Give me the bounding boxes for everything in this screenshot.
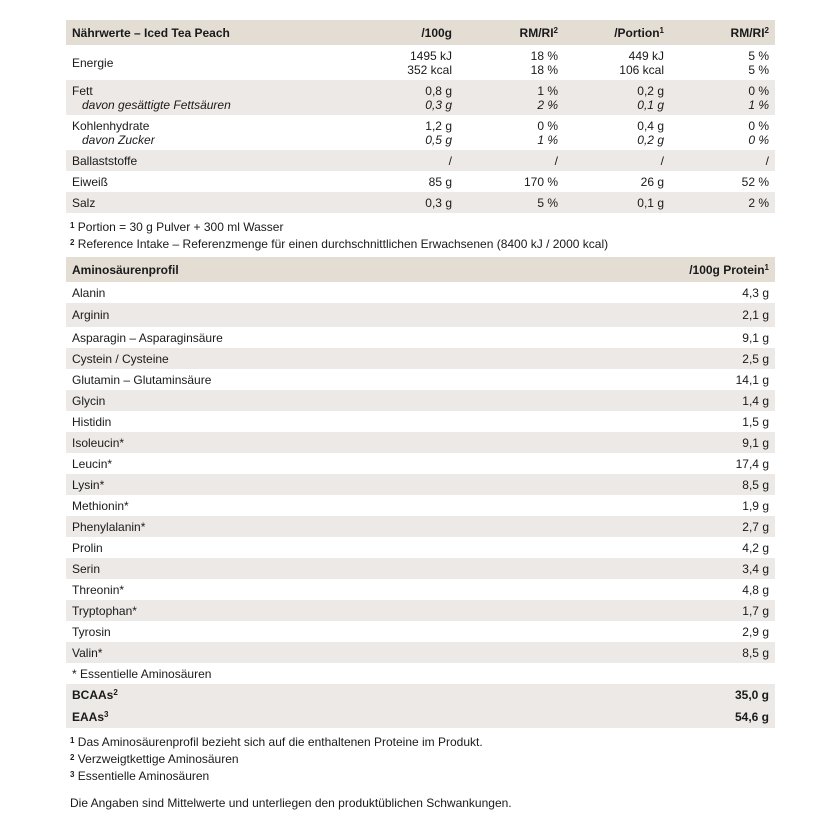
amino-name: Threonin* <box>72 582 125 597</box>
footnote-eaa: $^3$ Essentielle Aminosäuren <box>70 769 210 783</box>
nutrition-header-row <box>66 20 775 45</box>
footnote-portion: $^1$ Portion = 30 g Pulver + 300 ml Wasser <box>70 220 284 234</box>
amino-value: 2,1 g <box>566 303 775 327</box>
row-salz: Salz 0,3 g 5 % 0,1 g 2 % <box>66 192 775 213</box>
label-ballaststoffe: Ballaststoffe <box>66 150 342 171</box>
col-ri-100g: $RM/RI^2$ <box>458 20 564 45</box>
amino-name: Valin* <box>66 642 566 663</box>
disclaimer: Die Angaben sind Mittelwerte und unterliegen den produktüblichen Schwankungen. <box>70 796 512 810</box>
amino-name: Cystein / Cysteine <box>66 348 566 369</box>
footnote-bcaa: $^2$ Verzweigtkettige Aminosäuren <box>70 752 239 766</box>
amino-row <box>66 495 775 516</box>
amino-title: Aminosäurenprofil <box>66 257 566 282</box>
amino-row <box>66 558 775 579</box>
label-salz: Salz <box>66 192 342 213</box>
label-bcaa: BCAAs$^2$ <box>66 684 566 706</box>
col-ri-portion: $RM/RI^2$ <box>670 20 775 45</box>
row-energie: Energie 1495 kJ 352 kcal 18 % 18 % 449 kJ 106 kcal 5 % 5 % <box>66 45 775 80</box>
amino-value: 2,5 g <box>566 348 775 369</box>
amino-value: 3,4 g <box>566 558 775 579</box>
amino-value: 8,5 g <box>566 642 775 663</box>
amino-name: Arginin <box>66 303 566 327</box>
amino-row <box>66 516 775 537</box>
col-per-100g: /100g <box>342 20 458 45</box>
amino-value: 4,2 g <box>742 540 769 555</box>
nutrition-footnotes <box>66 219 775 253</box>
amino-header-row <box>66 257 775 282</box>
amino-name: Methionin* <box>72 498 129 513</box>
footnote-amino-profile: $^1$ Das Aminosäurenprofil bezieht sich auf die enthaltenen Proteine im Produkt. <box>70 735 483 749</box>
amino-value: 9,1 g <box>566 432 775 453</box>
amino-value: 2,7 g <box>566 516 775 537</box>
amino-name: Glutamin – Glutaminsäure <box>72 372 212 387</box>
row-bcaa <box>66 684 775 706</box>
nutrition-table <box>66 20 775 213</box>
row-ballaststoffe: Ballaststoffe / / / / <box>66 150 775 171</box>
amino-unit: /100g Protein$^1$ <box>566 257 775 282</box>
amino-name: Prolin <box>72 540 103 555</box>
amino-row <box>66 642 775 663</box>
amino-row <box>66 537 775 558</box>
amino-value: 14,1 g <box>735 372 769 387</box>
amino-name: Alanin <box>72 285 106 300</box>
amino-value: 1,4 g <box>566 390 775 411</box>
amino-value: 8,5 g <box>566 474 775 495</box>
essential-note-row <box>66 663 775 684</box>
amino-name: Leucin* <box>72 456 113 471</box>
amino-name: Lysin* <box>66 474 566 495</box>
nutrition-title: Nährwerte – Iced Tea Peach <box>66 20 342 45</box>
amino-value: 1,9 g <box>742 498 769 513</box>
amino-value: 4,8 g <box>742 582 769 597</box>
amino-row <box>66 411 775 432</box>
footnote-reference-intake: $^2$ Reference Intake – Referenzmenge für einen durchschnittlichen Erwachsenen (8400 kJ / 2000 kcal) <box>70 237 609 251</box>
label-eaa: EAAs$^3$ <box>66 706 566 728</box>
row-fett: Fett davon gesättigte Fettsäuren 0,8 g 0,3 g 1 % 2 % 0,2 g 0,1 g 0 % 1 % <box>66 80 775 115</box>
amino-name: Phenylalanin* <box>66 516 566 537</box>
document <box>66 20 775 812</box>
amino-value: 1,5 g <box>742 414 769 429</box>
amino-name: Glycin <box>66 390 566 411</box>
amino-value: 1,7 g <box>566 600 775 621</box>
amino-row <box>66 369 775 390</box>
amino-row <box>66 327 775 348</box>
row-eaa <box>66 706 775 728</box>
amino-row <box>66 348 775 369</box>
row-kohlenhydrate: Kohlenhydrate davon Zucker 1,2 g 0,5 g 0 % 1 % 0,4 g 0,2 g 0 % 0 % <box>72 118 769 147</box>
label-eiweiss: Eiweiß <box>72 174 109 189</box>
amino-name: Serin <box>66 558 566 579</box>
amino-row <box>66 453 775 474</box>
essential-note: * Essentielle Aminosäuren <box>72 666 212 681</box>
value-eaa: 54,6 g <box>566 706 775 728</box>
amino-row <box>66 432 775 453</box>
amino-name: Tyrosin <box>72 624 111 639</box>
amino-value: 2,9 g <box>742 624 769 639</box>
label-energie: Energie <box>72 55 114 70</box>
label-fett-sub: davon gesättigte Fettsäuren <box>82 97 231 112</box>
amino-footnotes <box>66 734 775 785</box>
amino-name: Asparagin – Asparaginsäure <box>72 330 223 345</box>
amino-name: Tryptophan* <box>66 600 566 621</box>
row-eiweiss: Eiweiß 85 g 170 % 26 g 52 % <box>66 171 775 192</box>
amino-value: 9,1 g <box>742 330 769 345</box>
col-per-portion: /Portion$^1$ <box>564 20 670 45</box>
label-zucker: davon Zucker <box>82 132 155 147</box>
amino-row <box>66 579 775 600</box>
amino-row <box>66 390 775 411</box>
label-kohlenhydrate: Kohlenhydrate <box>72 118 150 133</box>
amino-name: Histidin <box>72 414 112 429</box>
amino-row <box>66 282 775 303</box>
amino-row <box>66 303 775 327</box>
energie-kj: 1495 kJ <box>409 48 452 63</box>
energie-kcal: 352 kcal <box>407 62 452 77</box>
amino-table <box>66 257 775 728</box>
amino-value: 17,4 g <box>735 456 769 471</box>
amino-row <box>66 474 775 495</box>
label-fett: Fett <box>72 83 93 98</box>
value-bcaa: 35,0 g <box>566 684 775 706</box>
amino-name: Isoleucin* <box>66 432 566 453</box>
amino-value: 4,3 g <box>742 285 769 300</box>
amino-row <box>66 600 775 621</box>
amino-row <box>66 621 775 642</box>
